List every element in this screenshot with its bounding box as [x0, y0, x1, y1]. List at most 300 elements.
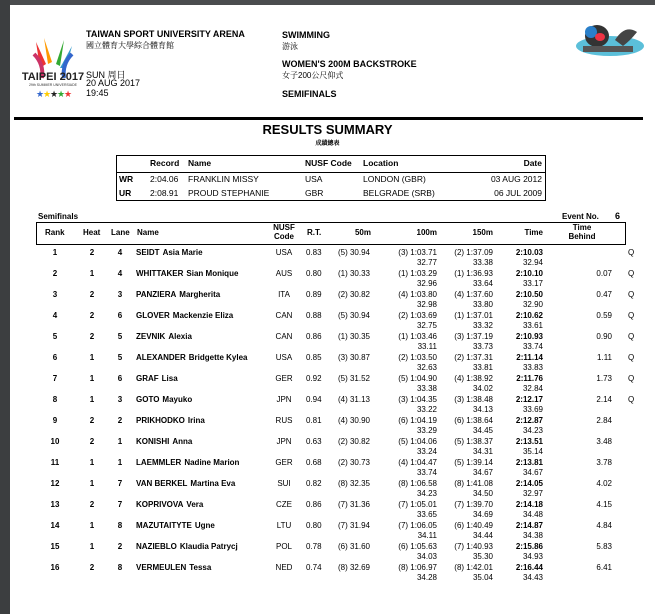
heat: 2 — [89, 563, 95, 572]
reaction-time: 0.89 — [306, 290, 322, 299]
lap-200m: 34.23 — [522, 426, 543, 435]
reaction-time: 0.74 — [306, 563, 322, 572]
lane: 4 — [117, 269, 123, 278]
heat: 1 — [89, 458, 95, 467]
athlete-first-name: Nadine Marion — [184, 458, 240, 467]
heat: 1 — [89, 479, 95, 488]
final-time: 2:11.14 — [516, 353, 543, 362]
lap-200m: 32.94 — [522, 258, 543, 267]
svg-text:★: ★ — [50, 89, 59, 99]
split-100m: (2) 1:03.69 — [398, 311, 437, 320]
qualified-mark: Q — [628, 248, 635, 257]
split-150m: (1) 1:37.01 — [454, 311, 493, 320]
nation-code: CZE — [276, 500, 292, 509]
lap-100m: 33.65 — [416, 510, 437, 519]
reaction-time: 0.86 — [306, 332, 322, 341]
lap-100m: 34.23 — [416, 489, 437, 498]
athlete-last-name: VAN BERKEL — [136, 479, 188, 488]
table-row — [0, 500, 655, 521]
split-50m: (7) 31.36 — [337, 500, 370, 509]
rank: 5 — [52, 332, 58, 341]
col-rt: R.T. — [307, 228, 322, 237]
final-time: 2:10.03 — [515, 248, 543, 257]
col-rank: Rank — [45, 228, 65, 237]
event-name: WOMEN'S 200M BACKSTROKE — [282, 59, 417, 69]
nation-code: USA — [275, 353, 293, 362]
athlete-name — [136, 395, 192, 404]
record-type: WR — [119, 174, 134, 184]
split-100m: (3) 1:03.71 — [398, 248, 437, 257]
lap-100m: 32.96 — [416, 279, 437, 288]
rank: 14 — [50, 521, 60, 530]
record-time: 2:08.91 — [150, 188, 179, 198]
split-150m: (2) 1:37.31 — [454, 353, 493, 362]
records-col-location: Location — [363, 158, 399, 168]
split-50m: (8) 32.35 — [337, 479, 370, 488]
lap-200m: 32.90 — [522, 300, 543, 309]
nation-code: POL — [275, 542, 292, 551]
split-100m: (5) 1:04.06 — [398, 437, 437, 446]
lane: 8 — [117, 563, 123, 572]
split-50m: (2) 30.82 — [337, 437, 370, 446]
time-behind: 6.41 — [596, 563, 612, 572]
sport-name: SWIMMING — [282, 30, 330, 40]
qualified-mark: Q — [628, 311, 635, 320]
athlete-last-name: PANZIERA — [136, 290, 177, 299]
logo-text: TAIPEI 2017 — [21, 71, 85, 83]
records-col-name: Name — [188, 158, 212, 168]
athlete-last-name: GRAF — [136, 374, 159, 383]
table-row — [0, 374, 655, 395]
reaction-time: 0.80 — [306, 521, 322, 530]
reaction-time: 0.78 — [306, 542, 322, 551]
athlete-name — [136, 269, 238, 278]
athlete-name — [136, 500, 203, 509]
sport-name-zh: 游泳 — [282, 42, 298, 51]
split-150m: (3) 1:37.19 — [454, 332, 493, 341]
table-row — [0, 479, 655, 500]
col-code-2: Code — [274, 232, 294, 241]
event-day: SUN 周日 — [86, 70, 126, 80]
lane: 5 — [117, 332, 123, 341]
rank: 11 — [50, 458, 60, 467]
rank: 4 — [52, 311, 58, 320]
table-row — [0, 437, 655, 458]
lap-100m: 32.98 — [416, 300, 437, 309]
col-behind-2: Behind — [568, 232, 596, 241]
split-100m: (8) 1:06.97 — [398, 563, 437, 572]
heat: 1 — [89, 521, 95, 530]
athlete-name — [136, 290, 220, 299]
col-name: Name — [137, 228, 159, 237]
athlete-first-name: Anna — [172, 437, 193, 446]
heat: 2 — [89, 248, 95, 257]
rank: 3 — [52, 290, 58, 299]
reaction-time: 0.83 — [306, 248, 322, 257]
reaction-time: 0.82 — [306, 479, 322, 488]
athlete-first-name: Mayuko — [162, 395, 193, 404]
split-150m: (4) 1:38.92 — [454, 374, 493, 383]
split-150m: (8) 1:41.08 — [454, 479, 493, 488]
athlete-name — [136, 542, 238, 551]
record-location: LONDON (GBR) — [363, 174, 426, 184]
qualified-mark: Q — [628, 353, 635, 362]
qualified-mark: Q — [628, 395, 635, 404]
split-50m: (4) 30.90 — [337, 416, 370, 425]
lap-150m: 33.73 — [472, 342, 493, 351]
split-50m: (5) 30.94 — [337, 248, 370, 257]
nation-code: GER — [275, 374, 293, 383]
rank: 6 — [52, 353, 58, 362]
lane: 3 — [117, 290, 123, 299]
final-time: 2:13.51 — [515, 437, 543, 446]
table-row — [0, 248, 655, 269]
heat: 1 — [89, 269, 95, 278]
final-time: 2:12.17 — [515, 395, 543, 404]
split-100m: (1) 1:03.29 — [398, 269, 437, 278]
split-150m: (6) 1:38.64 — [454, 416, 493, 425]
lane: 2 — [117, 542, 123, 551]
lap-100m: 32.75 — [416, 321, 437, 330]
final-time: 2:10.10 — [515, 269, 543, 278]
split-100m: (3) 1:04.35 — [398, 395, 437, 404]
universiade-logo — [14, 34, 92, 104]
table-row — [0, 395, 655, 416]
section-label: Semifinals — [38, 212, 79, 221]
athlete-first-name: Sian Monique — [186, 269, 239, 278]
time-behind: 4.02 — [596, 479, 612, 488]
final-time: 2:16.44 — [515, 563, 543, 572]
rank: 7 — [52, 374, 58, 383]
split-150m: (3) 1:38.48 — [454, 395, 493, 404]
athlete-first-name: Lisa — [161, 374, 178, 383]
lap-150m: 34.02 — [472, 384, 493, 393]
reaction-time: 0.92 — [306, 374, 322, 383]
lap-150m: 34.44 — [472, 531, 493, 540]
heat: 2 — [89, 437, 95, 446]
athlete-first-name: Klaudia Patrycj — [179, 542, 238, 551]
header-divider — [14, 117, 643, 120]
athlete-last-name: ZEVNIK — [136, 332, 166, 341]
split-150m: (6) 1:40.49 — [454, 521, 493, 530]
time-behind: 2.84 — [596, 416, 612, 425]
athlete-first-name: Alexia — [168, 332, 192, 341]
heat: 2 — [89, 332, 95, 341]
record-date: 06 JUL 2009 — [494, 188, 542, 198]
lap-200m: 33.17 — [522, 279, 543, 288]
rank: 13 — [50, 500, 60, 509]
table-row — [0, 563, 655, 584]
split-150m: (5) 1:38.37 — [454, 437, 493, 446]
lane: 1 — [117, 437, 123, 446]
lap-150m: 34.45 — [472, 426, 493, 435]
athlete-first-name: Mackenzie Eliza — [172, 311, 234, 320]
event-time: 19:45 — [86, 88, 109, 98]
page-title: RESULTS SUMMARY — [262, 122, 393, 137]
lane: 6 — [117, 374, 123, 383]
lap-150m: 34.31 — [472, 447, 493, 456]
athlete-name — [136, 374, 178, 383]
athlete-first-name: Asia Marie — [162, 248, 203, 257]
split-50m: (5) 30.94 — [337, 311, 370, 320]
lap-100m: 34.03 — [416, 552, 437, 561]
split-100m: (7) 1:05.01 — [398, 500, 437, 509]
reaction-time: 0.63 — [306, 437, 322, 446]
rank: 2 — [52, 269, 58, 278]
split-50m: (3) 30.87 — [337, 353, 370, 362]
qualified-mark: Q — [628, 290, 635, 299]
athlete-last-name: GLOVER — [136, 311, 170, 320]
lap-200m: 34.48 — [522, 510, 543, 519]
split-50m: (1) 30.35 — [337, 332, 370, 341]
col-time: Time — [524, 228, 543, 237]
split-100m: (4) 1:03.80 — [398, 290, 437, 299]
svg-text:★: ★ — [43, 89, 52, 99]
record-holder: PROUD STEPHANIE — [188, 188, 270, 198]
athlete-last-name: LAEMMLER — [136, 458, 182, 467]
time-behind: 0.47 — [596, 290, 612, 299]
time-behind: 4.84 — [596, 521, 612, 530]
lap-150m: 33.32 — [472, 321, 493, 330]
rank: 16 — [50, 563, 60, 572]
reaction-time: 0.94 — [306, 395, 322, 404]
athlete-name — [136, 311, 233, 320]
split-50m: (4) 31.13 — [337, 395, 370, 404]
col-heat: Heat — [83, 228, 101, 237]
final-time: 2:14.05 — [515, 479, 543, 488]
rank: 8 — [52, 395, 58, 404]
lap-100m: 32.77 — [416, 258, 437, 267]
athlete-first-name: Ugne — [194, 521, 215, 530]
athlete-first-name: Margherita — [179, 290, 221, 299]
nation-code: CAN — [275, 332, 293, 341]
page-title-zh: 成績總表 — [315, 141, 340, 147]
nation-code: USA — [275, 248, 293, 257]
athlete-name — [136, 353, 247, 362]
logo-subtext: 29th SUMMER UNIVERSIADE — [28, 83, 78, 87]
rank: 9 — [52, 416, 58, 425]
event-no-label: Event No. — [562, 212, 599, 221]
reaction-time: 0.86 — [306, 500, 322, 509]
lap-200m: 35.14 — [522, 447, 543, 456]
split-100m: (5) 1:04.90 — [398, 374, 437, 383]
athlete-name — [136, 416, 205, 425]
nation-code: SUI — [277, 479, 291, 488]
athlete-last-name: ALEXANDER — [136, 353, 186, 362]
lap-100m: 34.11 — [417, 531, 437, 540]
split-100m: (7) 1:06.05 — [398, 521, 437, 530]
athlete-first-name: Martina Eva — [190, 479, 236, 488]
nation-code: CAN — [275, 311, 293, 320]
lap-200m: 34.38 — [522, 531, 543, 540]
final-time: 2:10.93 — [515, 332, 543, 341]
record-code: GBR — [305, 188, 324, 198]
lap-200m: 33.61 — [522, 321, 543, 330]
event-name-zh: 女子200公尺仰式 — [282, 71, 344, 80]
lane: 7 — [117, 479, 123, 488]
lap-100m: 32.63 — [416, 363, 437, 372]
time-behind: 5.83 — [596, 542, 612, 551]
lane: 1 — [117, 458, 123, 467]
athlete-last-name: PRIKHODKO — [136, 416, 185, 425]
reaction-time: 0.68 — [306, 458, 322, 467]
heat: 2 — [89, 290, 95, 299]
table-row — [0, 458, 655, 479]
lap-100m: 33.24 — [416, 447, 437, 456]
final-time: 2:13.81 — [515, 458, 543, 467]
athlete-name — [136, 458, 239, 467]
split-100m: (6) 1:05.63 — [398, 542, 437, 551]
athlete-name — [136, 332, 192, 341]
heat: 1 — [89, 374, 95, 383]
athlete-name — [136, 437, 192, 446]
split-50m: (5) 31.52 — [337, 374, 370, 383]
svg-text:★: ★ — [57, 89, 66, 99]
lap-100m: 33.29 — [416, 426, 437, 435]
rank: 12 — [50, 479, 60, 488]
split-50m: (2) 30.73 — [337, 458, 370, 467]
lane: 3 — [117, 395, 123, 404]
col-50m: 50m — [354, 228, 371, 237]
heat: 1 — [89, 542, 95, 551]
event-date: 20 AUG 2017 — [86, 78, 141, 88]
nation-code: JPN — [276, 437, 292, 446]
nation-code: LTU — [276, 521, 292, 530]
heat: 2 — [89, 416, 95, 425]
split-100m: (6) 1:04.19 — [398, 416, 437, 425]
venue-name: TAIWAN SPORT UNIVERSITY ARENA — [86, 29, 245, 39]
lane: 7 — [117, 500, 123, 509]
record-code: USA — [305, 174, 323, 184]
mascot-image — [575, 20, 645, 60]
time-behind: 0.59 — [596, 311, 612, 320]
rank: 1 — [52, 248, 58, 257]
phase-name: SEMIFINALS — [282, 89, 337, 99]
col-150m: 150m — [472, 228, 493, 237]
lap-150m: 34.69 — [472, 510, 493, 519]
nation-code: RUS — [275, 416, 293, 425]
athlete-last-name: WHITTAKER — [136, 269, 184, 278]
time-behind: 4.15 — [596, 500, 612, 509]
heat: 1 — [89, 395, 95, 404]
reaction-time: 0.81 — [306, 416, 322, 425]
results-header — [36, 222, 626, 245]
record-location: BELGRADE (SRB) — [363, 188, 435, 198]
split-50m: (8) 32.69 — [337, 563, 370, 572]
records-col-record: Record — [150, 158, 180, 168]
split-100m: (1) 1:03.46 — [398, 332, 437, 341]
heat: 2 — [89, 311, 95, 320]
qualified-mark: Q — [628, 374, 635, 383]
lap-150m: 33.80 — [472, 300, 493, 309]
lane: 5 — [117, 353, 123, 362]
split-150m: (2) 1:37.09 — [454, 248, 493, 257]
rank: 15 — [50, 542, 60, 551]
split-100m: (8) 1:06.58 — [398, 479, 437, 488]
table-row — [0, 416, 655, 437]
reaction-time: 0.80 — [306, 269, 322, 278]
athlete-first-name: Bridgette Kylea — [188, 353, 248, 362]
nation-code: GER — [275, 458, 293, 467]
record-time: 2:04.06 — [150, 174, 179, 184]
col-behind-1: Time — [572, 223, 592, 232]
nation-code: AUS — [275, 269, 293, 278]
split-100m: (2) 1:03.50 — [398, 353, 437, 362]
split-150m: (7) 1:39.70 — [454, 500, 493, 509]
athlete-last-name: NAZIEBLO — [136, 542, 177, 551]
athlete-last-name: KOPRIVOVA — [136, 500, 184, 509]
split-50m: (6) 31.60 — [337, 542, 370, 551]
table-row — [0, 521, 655, 542]
lap-100m: 33.11 — [417, 342, 437, 351]
nation-code: NED — [275, 563, 293, 572]
lap-200m: 33.69 — [522, 405, 543, 414]
reaction-time: 0.85 — [306, 353, 322, 362]
lap-100m: 34.28 — [416, 573, 437, 582]
lane: 4 — [117, 248, 123, 257]
split-50m: (7) 31.94 — [337, 521, 370, 530]
svg-text:★: ★ — [36, 89, 45, 99]
athlete-name — [136, 521, 215, 530]
lap-150m: 33.38 — [472, 258, 493, 267]
final-time: 2:10.62 — [515, 311, 543, 320]
final-time: 2:11.76 — [516, 374, 543, 383]
lap-200m: 33.74 — [522, 342, 543, 351]
record-holder: FRANKLIN MISSY — [188, 174, 259, 184]
record-type: UR — [119, 188, 132, 198]
athlete-name — [136, 563, 211, 572]
athlete-last-name: KONISHI — [136, 437, 170, 446]
athlete-first-name: Irina — [187, 416, 205, 425]
final-time: 2:12.87 — [515, 416, 543, 425]
col-lane: Lane — [111, 228, 130, 237]
athlete-last-name: SEIDT — [136, 248, 160, 257]
lap-150m: 35.04 — [472, 573, 493, 582]
time-behind: 0.90 — [596, 332, 612, 341]
time-behind: 3.78 — [596, 458, 612, 467]
nation-code: ITA — [278, 290, 290, 299]
lap-150m: 33.64 — [472, 279, 493, 288]
table-row — [0, 542, 655, 563]
split-50m: (2) 30.82 — [337, 290, 370, 299]
col-100m: 100m — [416, 228, 437, 237]
lap-200m: 32.97 — [522, 489, 543, 498]
lap-150m: 34.67 — [472, 468, 493, 477]
time-behind: 1.73 — [596, 374, 612, 383]
lap-100m: 33.74 — [416, 468, 437, 477]
final-time: 2:10.50 — [515, 290, 543, 299]
split-100m: (4) 1:04.47 — [398, 458, 437, 467]
table-row — [0, 311, 655, 332]
lap-200m: 34.43 — [522, 573, 543, 582]
records-col-date: Date — [523, 158, 542, 168]
athlete-last-name: GOTO — [136, 395, 160, 404]
lap-200m: 34.93 — [522, 552, 543, 561]
final-time: 2:14.87 — [515, 521, 543, 530]
col-code-1: NUSF — [273, 223, 295, 232]
reaction-time: 0.88 — [306, 311, 322, 320]
split-50m: (1) 30.33 — [337, 269, 370, 278]
time-behind: 3.48 — [596, 437, 612, 446]
split-150m: (8) 1:42.01 — [454, 563, 493, 572]
lap-200m: 33.83 — [522, 363, 543, 372]
rank: 10 — [50, 437, 60, 446]
lap-200m: 32.84 — [522, 384, 543, 393]
heat: 2 — [89, 500, 95, 509]
lap-200m: 34.67 — [522, 468, 543, 477]
athlete-name — [136, 479, 235, 488]
lane: 6 — [117, 311, 123, 320]
